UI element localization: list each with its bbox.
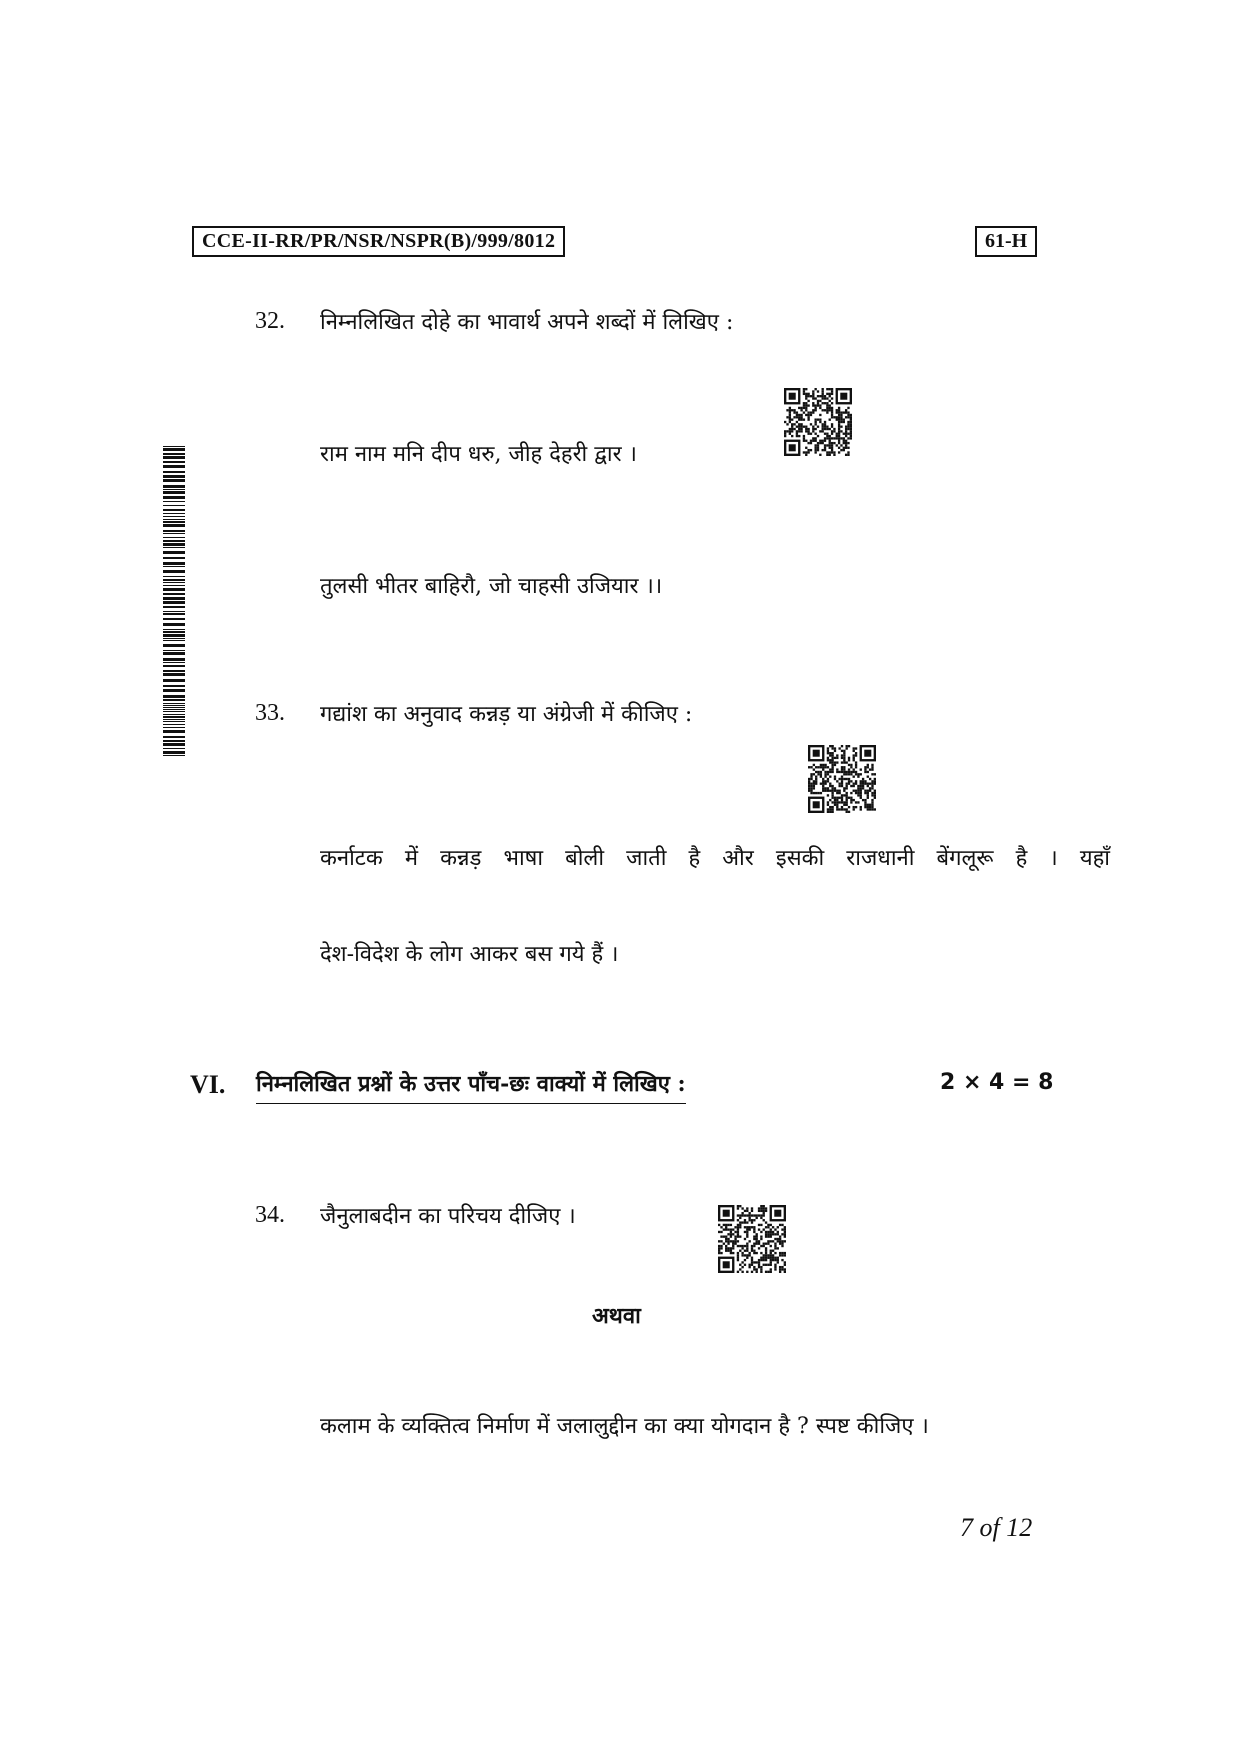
question-34-number: 34. xyxy=(255,1202,285,1228)
section-number: VI. xyxy=(190,1070,226,1099)
question-32-prompt: निम्नलिखित दोहे का भावार्थ अपने शब्दों में लिखिए : xyxy=(320,310,734,335)
qr-code-icon xyxy=(808,745,876,813)
question-33-line-1: कर्नाटक में कन्नड़ भाषा बोली जाती है और इसकी राजधानी बेंगलूरू है । यहाँ xyxy=(320,846,1110,871)
question-32-number: 32. xyxy=(255,308,285,334)
paper-code: CCE-II-RR/PR/NSR/NSPR(B)/999/8012 xyxy=(192,226,565,257)
question-33-number: 33. xyxy=(255,700,285,726)
question-34-prompt: जैनुलाबदीन का परिचय दीजिए । xyxy=(320,1204,576,1229)
or-label: अथवा xyxy=(592,1303,641,1329)
qr-code-icon xyxy=(784,388,852,456)
section-title: निम्नलिखित प्रश्नों के उत्तर पाँच-छः वाक्यों में लिखिए : xyxy=(256,1068,686,1104)
qr-code-icon xyxy=(718,1205,786,1273)
question-33-prompt: गद्यांश का अनुवाद कन्नड़ या अंग्रेजी में कीजिए : xyxy=(320,702,693,727)
page-code: 61-H xyxy=(975,226,1037,257)
question-34-alternative: कलाम के व्यक्तित्व निर्माण में जलालुद्दीन का क्या योगदान है ? स्पष्ट कीजिए । xyxy=(320,1414,929,1439)
section-marks: 2 × 4 = 8 xyxy=(940,1070,1054,1095)
page-number: 7 of 12 xyxy=(960,1513,1033,1542)
barcode-icon xyxy=(163,446,185,756)
question-33-line-2: देश-विदेश के लोग आकर बस गये हैं । xyxy=(320,942,619,967)
question-32-line-1: राम नाम मनि दीप धरु, जीह देहरी द्वार । xyxy=(320,442,637,467)
question-32-line-2: तुलसी भीतर बाहिरौ, जो चाहसी उजियार ।। xyxy=(320,574,663,599)
